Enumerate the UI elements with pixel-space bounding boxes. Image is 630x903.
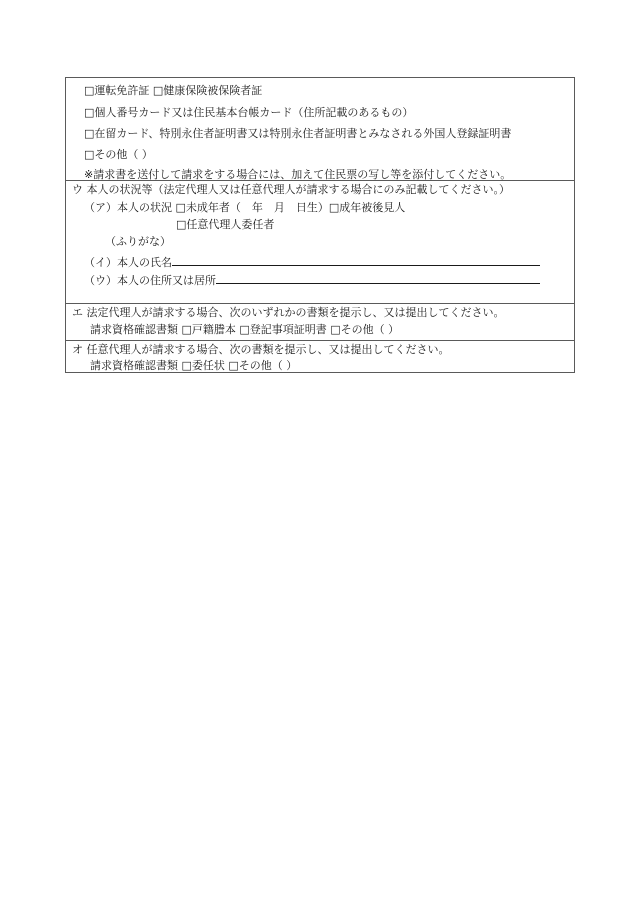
section-u-heading: ウ 本人の状況等（法定代理人又は任意代理人が請求する場合にのみ記載してください。） [72,183,510,196]
principal-address-row [84,272,540,288]
id-docs-row-3: □在留カード、特別永住者証明書又は特別永住者証明書とみなされる外国人登録証明書 [84,127,512,140]
principal-status-line-2: □任意代理人委任者 [176,218,275,231]
section-e-docs: 請求資格確認書類 □戸籍謄本 □登記事項証明書 □その他（ ） [90,323,400,336]
principal-name-field[interactable] [172,254,540,266]
section-divider [66,303,574,304]
principal-address-field[interactable] [216,272,540,284]
id-docs-row-2: □個人番号カード又は住民基本台帳カード（住所記載のあるもの） [84,106,414,119]
section-e-heading: エ 法定代理人が請求する場合、次のいずれかの書類を提示し、又は提出してください。 [72,306,505,319]
section-divider [66,180,574,181]
section-o-heading: オ 任意代理人が請求する場合、次の書類を提示し、又は提出してください。 [72,343,450,356]
id-docs-note: ※請求書を送付して請求をする場合には、加えて住民票の写し等を添付してください。 [84,168,512,181]
principal-name-row [84,254,540,270]
id-docs-row-1: □運転免許証 □健康保険被保険者証 [84,84,263,97]
request-form-box [65,77,575,373]
section-o-docs: 請求資格確認書類 □委任状 □その他（ ） [90,359,298,372]
section-divider [66,340,574,341]
principal-address-label: （ウ）本人の住所又は居所 [84,274,216,287]
furigana-label: （ふりがな） [105,235,171,248]
id-docs-row-4: □その他（ ） [84,148,153,161]
principal-name-label: （イ）本人の氏名 [84,256,172,269]
principal-status-line: （ア）本人の状況 □未成年者（ 年 月 日生）□成年被後見人 [84,201,406,214]
